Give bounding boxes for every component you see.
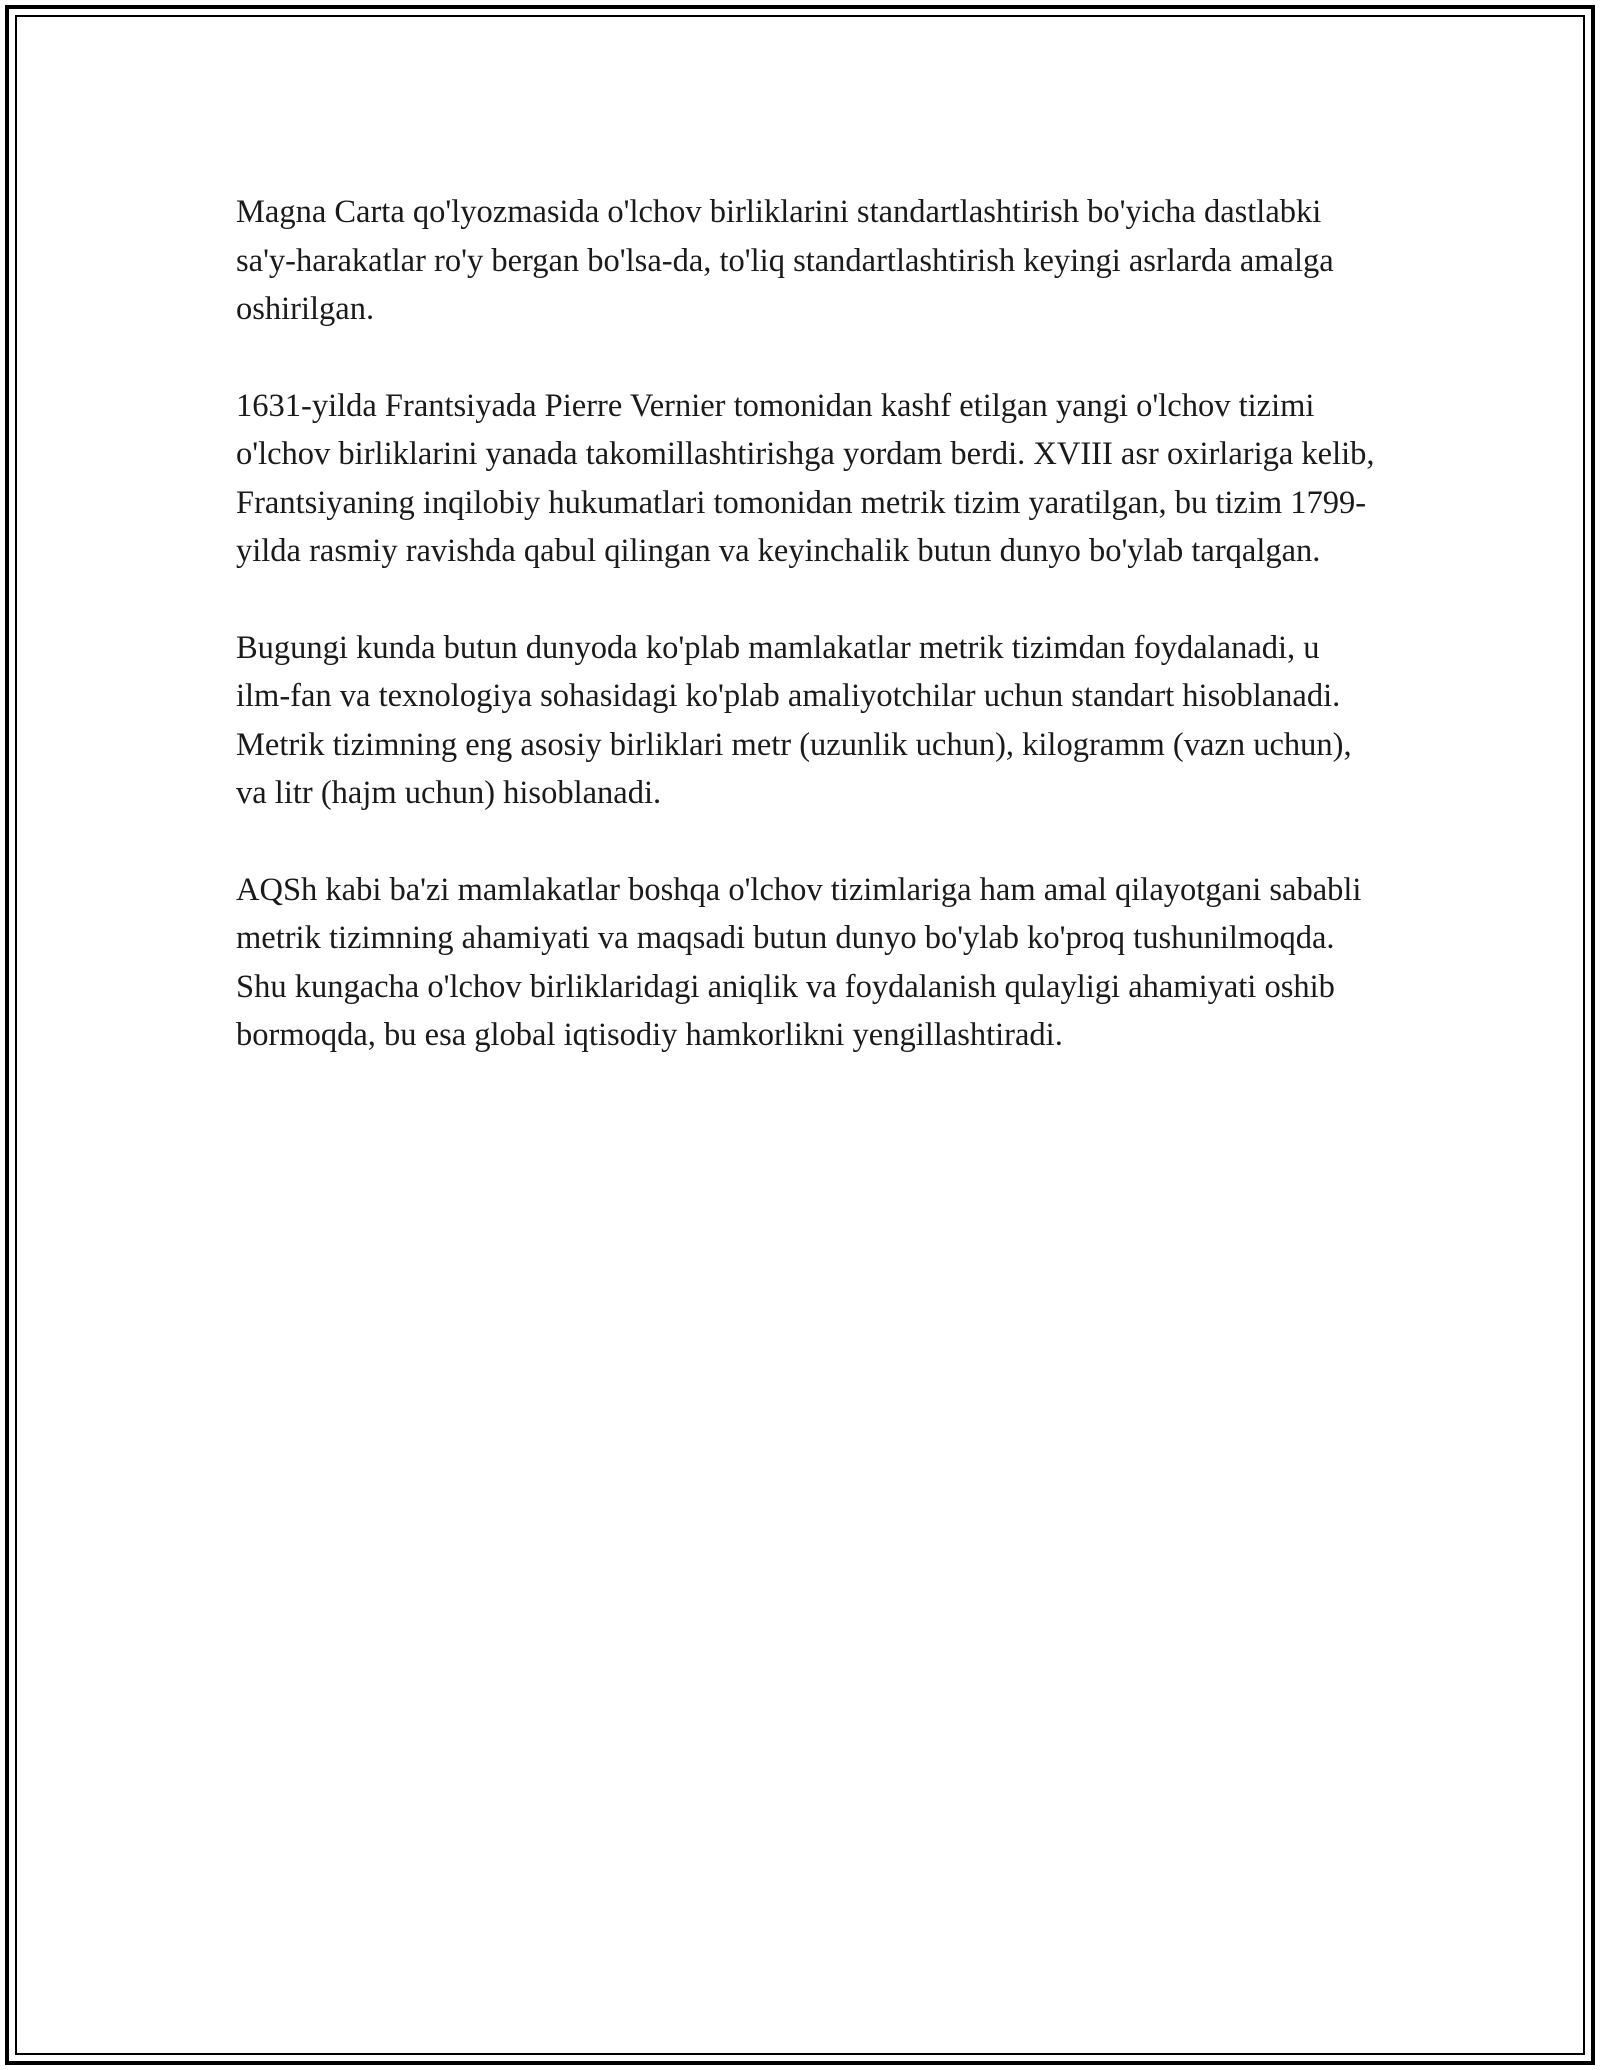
- paragraph-2: 1631-yilda Frantsiyada Pierre Vernier tomonidan kashf etilgan yangi o'lchov tizimi o'lchov birliklarini yanada takomillashtirishga yordam berdi. XVIII asr oxirlariga kelib, Frantsiyaning inqilobiy hukumatlari tomonidan metrik tizim yaratilgan, bu tizim 1799-yilda rasmiy ravishda qabul qilingan va keyinchalik butun dunyo bo'ylab tarqalgan.: [236, 387, 1375, 569]
- paragraph-1: Magna Carta qo'lyozmasida o'lchov birliklarini standartlashtirish bo'yicha dastlabki sa'y-harakatlar ro'y bergan bo'lsa-da, to'liq standartlashtirish keyingi asrlarda amalga oshirilgan.: [236, 194, 1334, 327]
- paragraph-4: AQSh kabi ba'zi mamlakatlar boshqa o'lchov tizimlariga ham amal qilayotgani sababli metrik tizimning ahamiyati va maqsadi butun dunyo bo'ylab ko'proq tushunilmoqda. Shu kungacha o'lchov birliklaridagi aniqlik va foydalanish qulayligi ahamiyati oshib bormoqda, bu esa global iqtisodiy hamkorlikni yengillashtiradi.: [236, 871, 1362, 1053]
- paragraph-3: Bugungi kunda butun dunyoda ko'plab mamlakatlar metrik tizimdan foydalanadi, u ilm-fan va texnologiya sohasidagi ko'plab amaliyotchilar uchun standart hisoblanadi. Metrik tizimning eng asosiy birliklari metr (uzunlik uchun), kilogramm (vazn uchun), va litr (hajm uchun) hisoblanadi.: [236, 629, 1352, 811]
- document-body: [236, 188, 1376, 1108]
